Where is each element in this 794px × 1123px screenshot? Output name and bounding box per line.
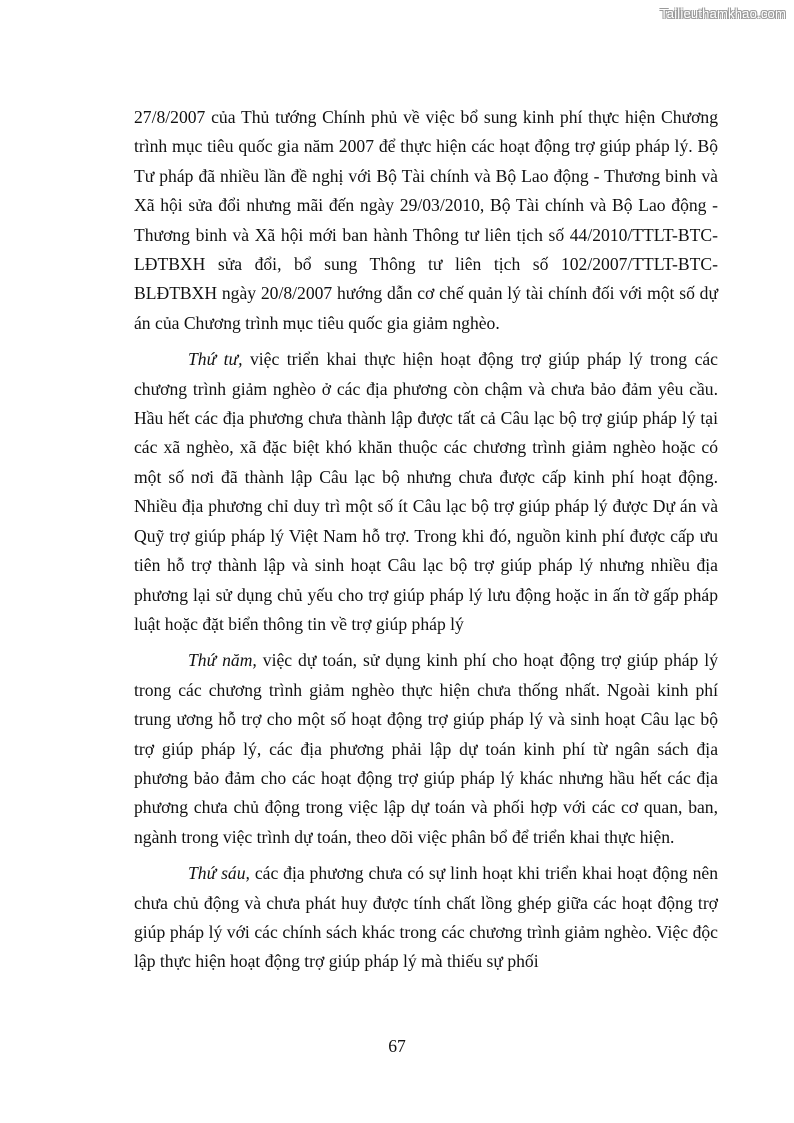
paragraph-thu-nam xyxy=(134,646,718,852)
paragraph-text: việc triển khai thực hiện hoạt động trợ giúp pháp lý trong các chương trình giảm nghèo ở các địa phương còn chậm và chưa bảo đảm yêu cầu. Hầu hết các địa phương chưa thành lập được tất cả Câu lạc bộ trợ giúp pháp lý tại các xã nghèo, xã đặc biệt khó khăn thuộc các chương trình giảm nghèo hoặc có một số nơi đã thành lập Câu lạc bộ nhưng chưa được cấp kinh phí hoạt động. Nhiều địa phương chỉ duy trì một số ít Câu lạc bộ trợ giúp pháp lý được Dự án và Quỹ trợ giúp pháp lý Việt Nam hỗ trợ. Trong khi đó, nguồn kinh phí được cấp ưu tiên hỗ trợ thành lập và sinh hoạt Câu lạc bộ trợ giúp pháp lý nhưng nhiều địa phương lại sử dụng chủ yếu cho trợ giúp pháp lý lưu động hoặc in ấn tờ gấp pháp luật hoặc đặt biển thông tin về trợ giúp pháp lý xyxy=(134,349,718,634)
document-body xyxy=(134,103,718,984)
paragraph-continued xyxy=(134,103,718,338)
paragraph-text: các địa phương chưa có sự linh hoạt khi triển khai hoạt động nên chưa chủ động và chưa phát huy được tính chất lồng ghép giữa các hoạt động trợ giúp pháp lý với các chính sách khác trong các chương trình giảm nghèo. Việc độc lập thực hiện hoạt động trợ giúp pháp lý mà thiếu sự phối xyxy=(134,863,718,972)
paragraph-text: 27/8/2007 của Thủ tướng Chính phủ về việc bổ sung kinh phí thực hiện Chương trình mục tiêu quốc gia năm 2007 để thực hiện các hoạt động trợ giúp pháp lý. Bộ Tư pháp đã nhiều lần đề nghị với Bộ Tài chính và Bộ Lao động - Thương binh và Xã hội sửa đổi nhưng mãi đến ngày 29/03/2010, Bộ Tài chính và Bộ Lao động - Thương binh và Xã hội mới ban hành Thông tư liên tịch số 44/2010/TTLT-BTC-LĐTBXH sửa đổi, bổ sung Thông tư liên tịch số 102/2007/TTLT-BTC-BLĐTBXH ngày 20/8/2007 hướng dẫn cơ chế quản lý tài chính đối với một số dự án của Chương trình mục tiêu quốc gia giảm nghèo. xyxy=(134,107,718,333)
paragraph-thu-sau xyxy=(134,859,718,977)
paragraph-lead: Thứ năm, xyxy=(188,650,257,671)
watermark: Tailieuthamkhao.com xyxy=(660,6,786,21)
paragraph-lead: Thứ tư, xyxy=(188,349,243,370)
paragraph-text: việc dự toán, sử dụng kinh phí cho hoạt động trợ giúp pháp lý trong các chương trình giảm nghèo thực hiện chưa thống nhất. Ngoài kinh phí trung ương hỗ trợ cho một số hoạt động trợ giúp pháp lý và sinh hoạt Câu lạc bộ trợ giúp pháp lý, các địa phương phải lập dự toán kinh phí từ ngân sách địa phương bảo đảm cho các hoạt động trợ giúp pháp lý khác nhưng hầu hết các địa phương chưa chủ động trong việc lập dự toán và phối hợp với các cơ quan, ban, ngành trong việc trình dự toán, theo dõi việc phân bổ để triển khai thực hiện. xyxy=(134,650,718,847)
page-number: 67 xyxy=(388,1036,406,1056)
paragraph-thu-tu xyxy=(134,345,718,639)
paragraph-lead: Thứ sáu, xyxy=(188,863,250,884)
